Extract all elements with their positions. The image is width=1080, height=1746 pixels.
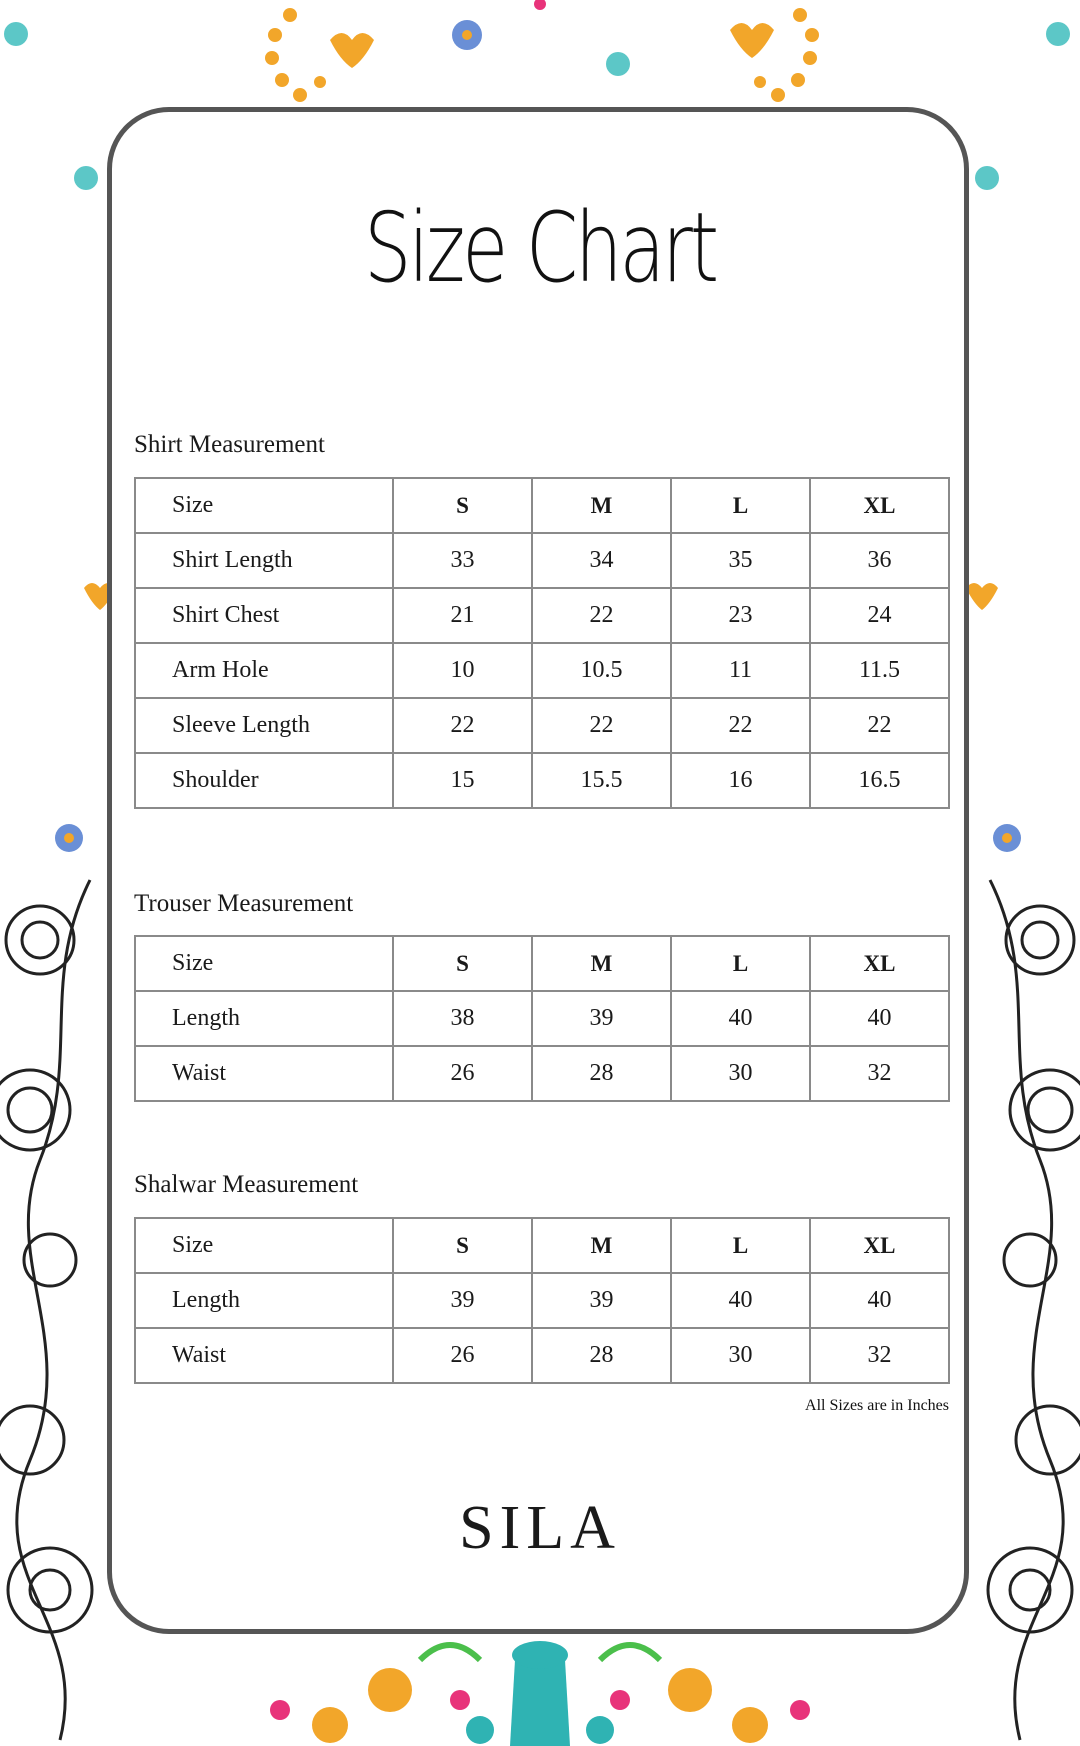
header-cell: S <box>393 1218 532 1273</box>
table-cell: 16 <box>671 753 810 808</box>
table-cell: 26 <box>393 1328 532 1383</box>
row-label: Shirt Length <box>135 533 393 588</box>
table-cell: 39 <box>532 991 671 1046</box>
row-label: Length <box>135 1273 393 1328</box>
table-row <box>135 1328 949 1383</box>
header-cell: M <box>532 478 671 533</box>
shirt-measurement-table <box>134 477 950 809</box>
table-row <box>135 753 949 808</box>
header-cell: S <box>393 478 532 533</box>
table-row <box>135 991 949 1046</box>
table-cell: 39 <box>393 1273 532 1328</box>
table-cell: 11 <box>671 643 810 698</box>
right-floral-panel <box>988 880 1080 1740</box>
shalwar-section-heading: Shalwar Measurement <box>134 1171 359 1198</box>
table-header-row <box>135 936 949 991</box>
table-cell: 34 <box>532 533 671 588</box>
table-cell: 21 <box>393 588 532 643</box>
row-label: Shirt Chest <box>135 588 393 643</box>
table-header-row <box>135 478 949 533</box>
table-cell: 23 <box>671 588 810 643</box>
row-label: Length <box>135 991 393 1046</box>
table-header-row <box>135 1218 949 1273</box>
header-cell: L <box>671 478 810 533</box>
units-note: All Sizes are in Inches <box>805 1397 949 1414</box>
table-cell: 26 <box>393 1046 532 1101</box>
table-cell: 35 <box>671 533 810 588</box>
table-cell: 22 <box>393 698 532 753</box>
table-cell: 15.5 <box>532 753 671 808</box>
table-cell: 36 <box>810 533 949 588</box>
header-cell: Size <box>135 478 393 533</box>
table-cell: 32 <box>810 1046 949 1101</box>
header-cell: S <box>393 936 532 991</box>
page-title: Size Chart <box>363 192 717 304</box>
table-cell: 22 <box>532 588 671 643</box>
row-label: Shoulder <box>135 753 393 808</box>
left-floral-panel <box>0 880 92 1740</box>
table-cell: 28 <box>532 1046 671 1101</box>
table-cell: 22 <box>532 698 671 753</box>
table-cell: 22 <box>671 698 810 753</box>
table-cell: 30 <box>671 1328 810 1383</box>
brand-logo: SILA <box>459 1494 621 1562</box>
header-cell: L <box>671 936 810 991</box>
table-row <box>135 698 949 753</box>
shalwar-measurement-table <box>134 1217 950 1384</box>
table-cell: 30 <box>671 1046 810 1101</box>
table-cell: 28 <box>532 1328 671 1383</box>
table-cell: 10 <box>393 643 532 698</box>
header-cell: XL <box>810 478 949 533</box>
table-row <box>135 533 949 588</box>
top-left-garland-ornament <box>265 8 374 102</box>
row-label: Waist <box>135 1046 393 1101</box>
table-cell: 40 <box>671 1273 810 1328</box>
table-cell: 39 <box>532 1273 671 1328</box>
table-cell: 15 <box>393 753 532 808</box>
row-label: Arm Hole <box>135 643 393 698</box>
table-cell: 24 <box>810 588 949 643</box>
table-row <box>135 588 949 643</box>
table-cell: 11.5 <box>810 643 949 698</box>
shirt-section-heading: Shirt Measurement <box>134 431 325 458</box>
table-cell: 33 <box>393 533 532 588</box>
table-row <box>135 1273 949 1328</box>
header-cell: Size <box>135 1218 393 1273</box>
bottom-embroidery-ornament <box>270 1641 810 1746</box>
table-cell: 40 <box>810 1273 949 1328</box>
table-cell: 40 <box>810 991 949 1046</box>
table-cell: 22 <box>810 698 949 753</box>
header-cell: M <box>532 1218 671 1273</box>
header-cell: Size <box>135 936 393 991</box>
table-cell: 16.5 <box>810 753 949 808</box>
trouser-section-heading: Trouser Measurement <box>134 890 354 917</box>
table-row <box>135 643 949 698</box>
row-label: Waist <box>135 1328 393 1383</box>
table-row <box>135 1046 949 1101</box>
table-cell: 40 <box>671 991 810 1046</box>
header-cell: M <box>532 936 671 991</box>
table-cell: 38 <box>393 991 532 1046</box>
header-cell: L <box>671 1218 810 1273</box>
row-label: Sleeve Length <box>135 698 393 753</box>
trouser-measurement-table <box>134 935 950 1102</box>
header-cell: XL <box>810 936 949 991</box>
top-right-garland-ornament <box>730 8 819 102</box>
table-cell: 10.5 <box>532 643 671 698</box>
header-cell: XL <box>810 1218 949 1273</box>
table-cell: 32 <box>810 1328 949 1383</box>
